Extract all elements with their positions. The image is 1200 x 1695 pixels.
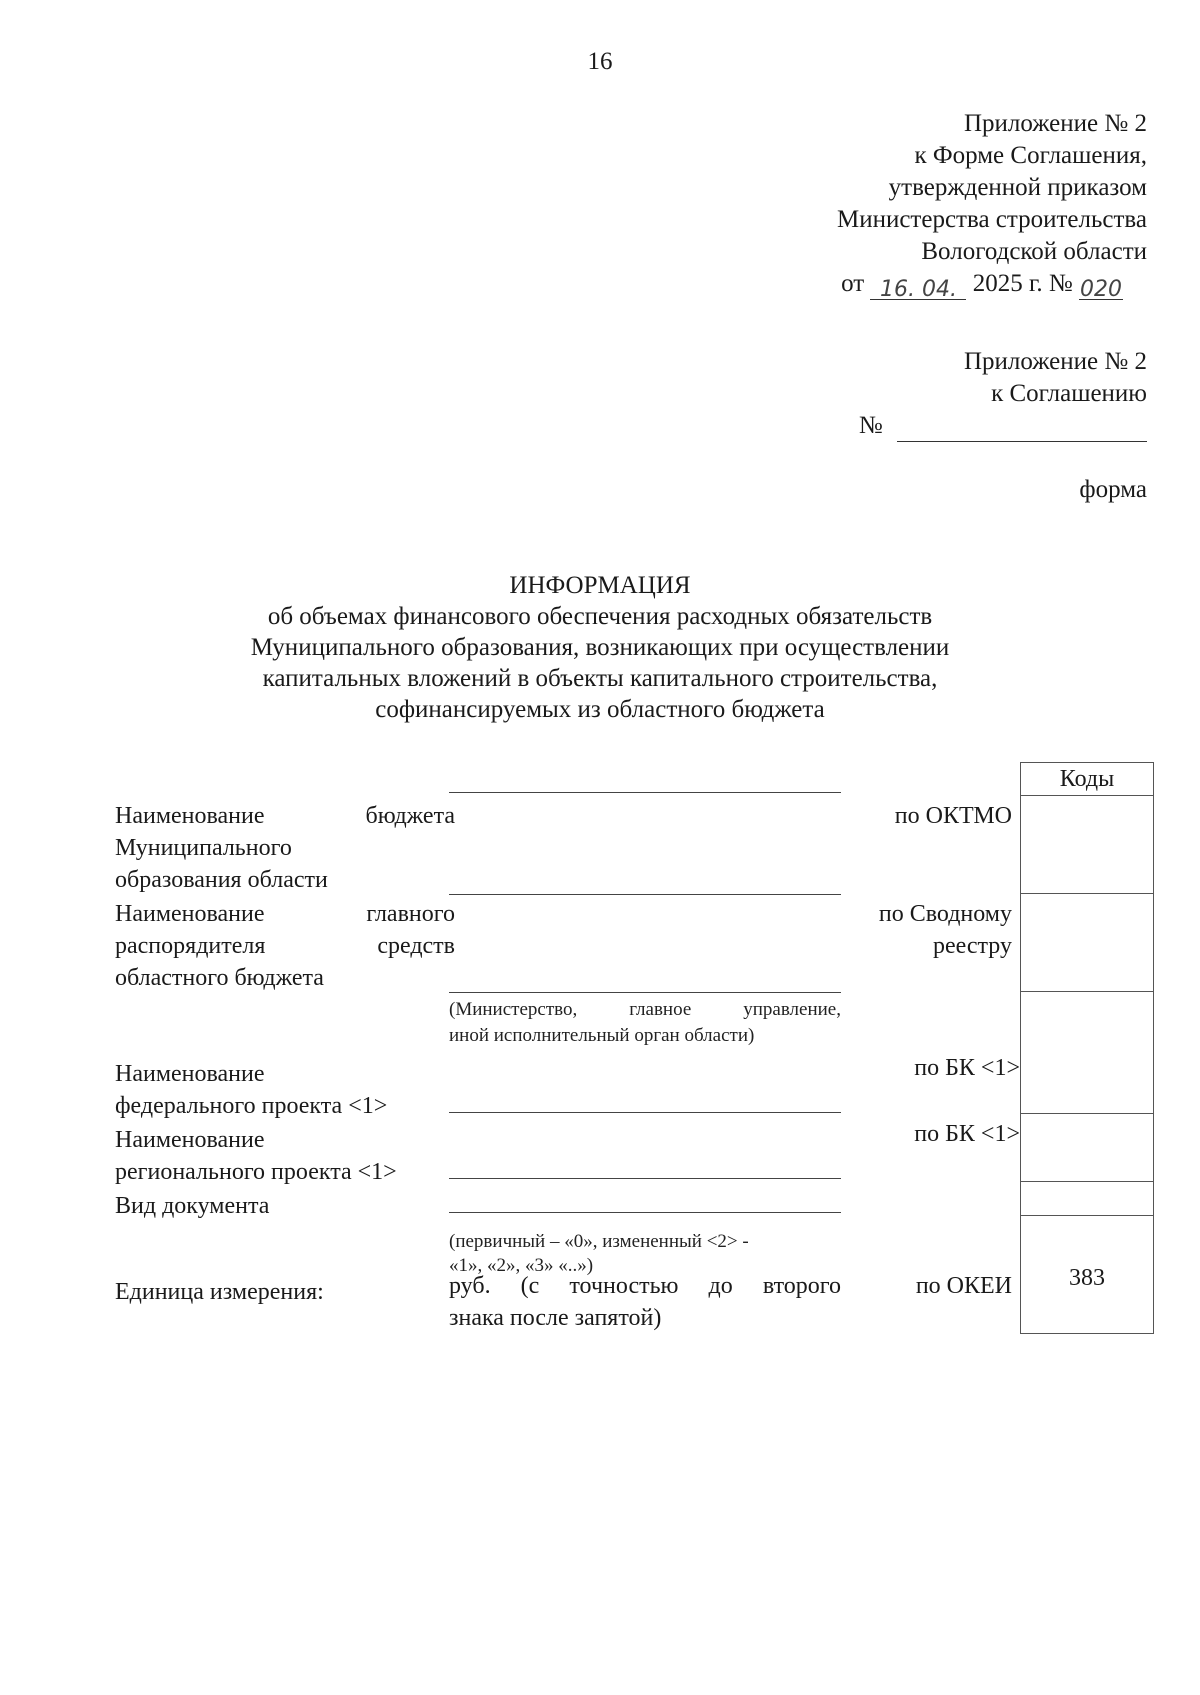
doc-hint-line-2: «1», «2», «3» «..») (449, 1255, 594, 1276)
codes-divider-bk1 (1021, 1113, 1153, 1114)
codes-divider-head (1021, 795, 1153, 796)
gr-hint (449, 998, 841, 1022)
annex-line-1: Приложение № 2 (963, 348, 1147, 375)
unit-value (449, 1270, 841, 1334)
codes-divider-svod (1021, 991, 1153, 992)
gr-hint-line-2: иной исполнительный орган области) (449, 1025, 755, 1046)
fill-line-gr (449, 992, 841, 993)
handwritten-date: 16. 04. (879, 277, 957, 302)
budget-name-line-2: Муниципального (115, 835, 292, 861)
codes-table (1020, 762, 1154, 1334)
annex-number-field (897, 415, 1147, 442)
gr-hint-2 (449, 1024, 754, 1048)
number-field (1079, 273, 1123, 300)
codes-divider-doc (1021, 1215, 1153, 1216)
approval-block (837, 108, 1147, 300)
federal-project-line-2: федерального проекта <1> (115, 1093, 388, 1119)
federal-project-label (115, 1058, 387, 1122)
approval-line-2: к Форме Соглашения, (914, 142, 1147, 169)
unit-value-line-1: руб. (с точностью до второго (449, 1273, 841, 1299)
doc-type-label: Вид документа (115, 1193, 270, 1219)
title-line-4: софинансируемых из областного бюджета (375, 696, 825, 723)
okei-label: по ОКЕИ (915, 1273, 1012, 1299)
gr-name-word-2: главного (366, 901, 455, 927)
regional-project-line-2: регионального проекта <1> (115, 1159, 397, 1185)
gr-name-label (115, 898, 455, 994)
okei-code-value: 383 (1069, 1265, 1105, 1291)
unit-value-line-2: знака после запятой) (449, 1305, 662, 1331)
date-field (870, 273, 966, 300)
regional-project-label (115, 1124, 397, 1188)
approval-line-3: утвержденной приказом (888, 174, 1147, 201)
gr-name-word-3: распорядителя (115, 933, 266, 959)
bk-label-1: по БК <1> (914, 1055, 1020, 1081)
bk-label-2: по БК <1> (914, 1121, 1020, 1147)
unit-label: Единица измерения: (115, 1279, 324, 1305)
fill-line-federal (449, 1112, 841, 1113)
fill-line-regional (449, 1178, 841, 1179)
date-year: 2025 г. № (972, 270, 1073, 297)
document-title (0, 570, 1200, 725)
svod-label-line-1: по Сводному (878, 901, 1012, 927)
codes-divider-oktmo (1021, 893, 1153, 894)
approval-line-4: Министерства строительства (836, 206, 1147, 233)
codes-divider-bk2 (1021, 1181, 1153, 1182)
gr-hint-line-1: (Министерство, главное управление, (449, 999, 841, 1020)
budget-name-word-2: бюджета (365, 803, 455, 829)
fill-line-doc-type (449, 1212, 841, 1213)
approval-date-line (837, 268, 1123, 300)
codes-header: Коды (1059, 766, 1115, 792)
federal-project-line-1: Наименование (115, 1061, 265, 1087)
annex-line-2: к Соглашению (991, 380, 1147, 407)
oktmo-label: по ОКТМО (894, 803, 1012, 829)
budget-name-word-1: Наименование (115, 803, 265, 829)
approval-line-1: Приложение № 2 (963, 110, 1147, 137)
handwritten-number: 020 (1080, 277, 1122, 302)
doc-hint-line-1: (первичный – «0», измененный <2> - (449, 1231, 749, 1252)
title-line-2: Муниципального образования, возникающих при осуществлении (250, 634, 950, 661)
page-number: 16 (587, 48, 613, 75)
approval-line-5: Вологодской области (921, 238, 1147, 265)
gr-name-word-4: средств (377, 933, 455, 959)
date-prefix: от (841, 270, 865, 297)
fill-line-budget-top (449, 792, 841, 793)
form-label: форма (1079, 476, 1147, 503)
regional-project-line-1: Наименование (115, 1127, 265, 1153)
svod-label-line-2: реестру (932, 933, 1012, 959)
annex-number-label: № (858, 412, 883, 439)
svod-label (879, 898, 1012, 962)
budget-name-line-3: образования области (115, 867, 328, 893)
budget-name-label (115, 800, 455, 896)
annex-number-line (859, 410, 1147, 442)
gr-name-word-1: Наименование (115, 901, 265, 927)
title-heading: ИНФОРМАЦИЯ (509, 572, 691, 599)
fill-line-budget (449, 894, 841, 895)
title-line-3: капитальных вложений в объекты капитального строительства, (262, 665, 938, 692)
title-line-1: об объемах финансового обеспечения расходных обязательств (267, 603, 933, 630)
annex-block (859, 346, 1147, 442)
gr-name-line-3: областного бюджета (115, 965, 324, 991)
